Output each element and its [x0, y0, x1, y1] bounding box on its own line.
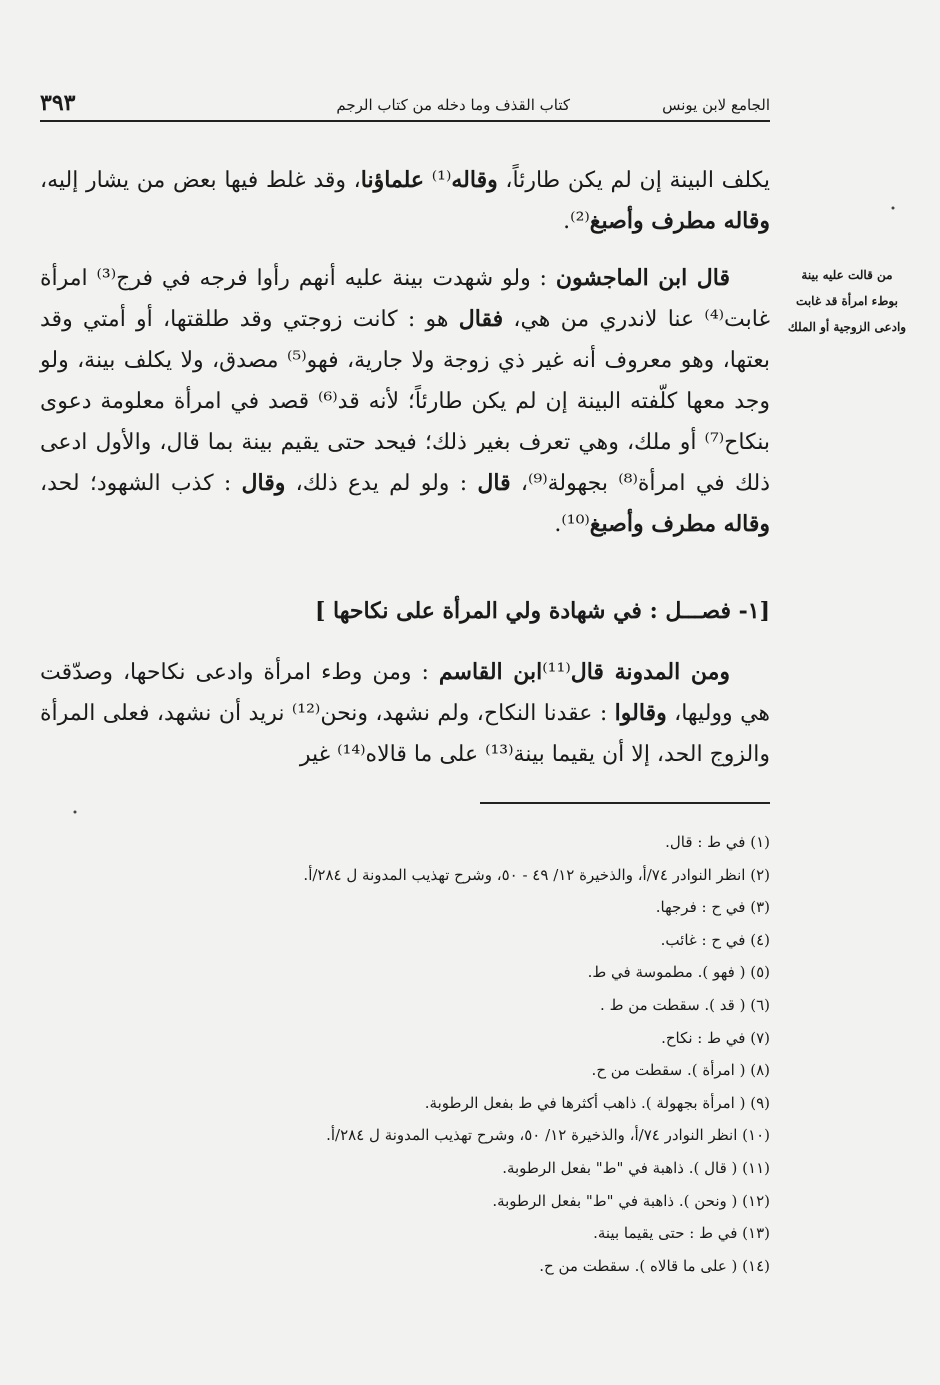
footnote: (٤) في ح : غائب.	[660, 930, 770, 949]
footnote: (٩) ( امرأة بجهولة ). ذاهب أكثرها في ط بفعل الرطوبة.	[424, 1093, 770, 1112]
margin-note-line: وادعى الزوجية أو الملك	[787, 320, 907, 334]
footnote-ref: ⁽¹¹⁾	[542, 660, 571, 685]
footnote: (١) في ط : قال.	[665, 833, 770, 851]
page-number: ٣٩٣	[40, 90, 76, 116]
text-run: ، وقد غلط فيها بعض من يشار إليه،	[40, 168, 361, 193]
footnote: (٢) انظر النوادر ٧٤/أ، والذخيرة ١٢/ ٤٩ - ٥٠، وشرح تهذيب المدونة ل ٢٨٤/أ.	[303, 865, 770, 884]
footnote: (٥) ( فهو ). مطموسة في ط.	[587, 963, 770, 982]
bold-run: وقاله	[451, 167, 498, 193]
footnote-ref: ⁽¹⁾	[424, 168, 452, 193]
text-run: : ومن وطء امرأة وادعى نكاحها، وصدّقت هي ووليها،	[40, 660, 771, 726]
section-heading: [١- فصـــل : في شهادة ولي المرأة على نكاحها ]	[314, 598, 770, 624]
margin-note-line: بوطء امرأة قد غابت	[796, 294, 898, 308]
bold-run: علماؤنا	[360, 167, 425, 193]
scan-speck	[892, 207, 895, 210]
footnote: (١٤) ( على ما قالاه ). سقطت من ح.	[539, 1256, 770, 1275]
bold-run: وقاله مطرف وأصبغ	[589, 208, 770, 234]
footnote: (٦) ( قد ). سقطت من ط .	[600, 995, 770, 1014]
footnote: (٣) في ح : فرجها.	[655, 898, 770, 917]
text-run: : كذب الشهود؛ لحد،	[40, 471, 242, 496]
text-run: : عقدنا النكاح، ولم نشهد، ونحن⁽¹²⁾ نريد أن نشهد، فعلى المرأة والزوج الحد، إلا أن يقيما بينة⁽¹³⁾ على ما قالاه⁽¹⁴⁾ غير	[40, 701, 770, 767]
footnote: (١١) ( قال ). ذاهبة في "ط" بفعل الرطوبة.	[502, 1158, 770, 1177]
footnote: (١٠) انظر النوادر ٧٤/أ، والذخيرة ١٢/ ٥٠، وشرح تهذيب المدونة ل ٢٨٤/أ.	[326, 1126, 770, 1145]
scan-speck	[74, 811, 77, 814]
bold-run: وقاله مطرف وأصبغ	[589, 511, 770, 537]
text-run: هو : كانت زوجتي وقد طلقتها، أو أمتي وقد بعتها، وهو معروف أنه غير ذي زوجة ولا جارية، فهو⁽⁵⁾ مصدق، ولا يكلف بينة، ولو وجد معها كلّفته البينة إن لم يكن طارئاً؛ لأنه قد⁽⁶⁾ قصد في امرأة معلومة دعوى بنكاح⁽⁷⁾ أو ملك، وهي تعرف بغير ذلك؛ فيحد حتى يقيم بينة بما قال، والأول ادعى ذلك في امرأة⁽⁸⁾ بجهولة⁽⁹⁾،	[40, 307, 771, 496]
bold-run: قال ابن الماجشون	[555, 265, 730, 291]
footnote: (٨) ( امرأة ). سقطت من ح.	[591, 1061, 770, 1080]
bold-run: فقال	[458, 306, 504, 332]
footnote-ref: ⁽¹⁰⁾.	[554, 512, 590, 537]
text-run: : ولو شهدت بينة عليه أنهم رأوا فرجه في فرج⁽³⁾ امرأة غابت⁽⁴⁾ عنا لاندري من هي،	[40, 266, 770, 332]
text-run: : ولو لم يدع ذلك،	[285, 471, 478, 496]
running-head-book: الجامع لابن يونس	[662, 96, 770, 114]
bold-run: ومن المدونة قال	[570, 659, 730, 685]
footnote: (١٢) ( ونحن ). ذاهبة في "ط" بفعل الرطوبة.	[492, 1191, 770, 1210]
running-head-chapter: كتاب القذف وما دخله من كتاب الرجم	[336, 96, 570, 114]
margin-note-line: من قالت عليه بينة	[801, 268, 893, 282]
bold-run: وقال	[241, 470, 286, 496]
footnote-ref: ⁽²⁾.	[563, 209, 590, 234]
bold-run: ابن القاسم	[438, 659, 543, 685]
footnote: (١٣) في ط : حتى يقيما بينة.	[593, 1224, 770, 1243]
bold-run: وقالوا	[614, 700, 667, 726]
bold-run: قال	[477, 470, 511, 496]
footnote: (٧) في ط : نكاح.	[661, 1028, 770, 1047]
text-run: يكلف البينة إن لم يكن طارئاً،	[497, 168, 770, 193]
